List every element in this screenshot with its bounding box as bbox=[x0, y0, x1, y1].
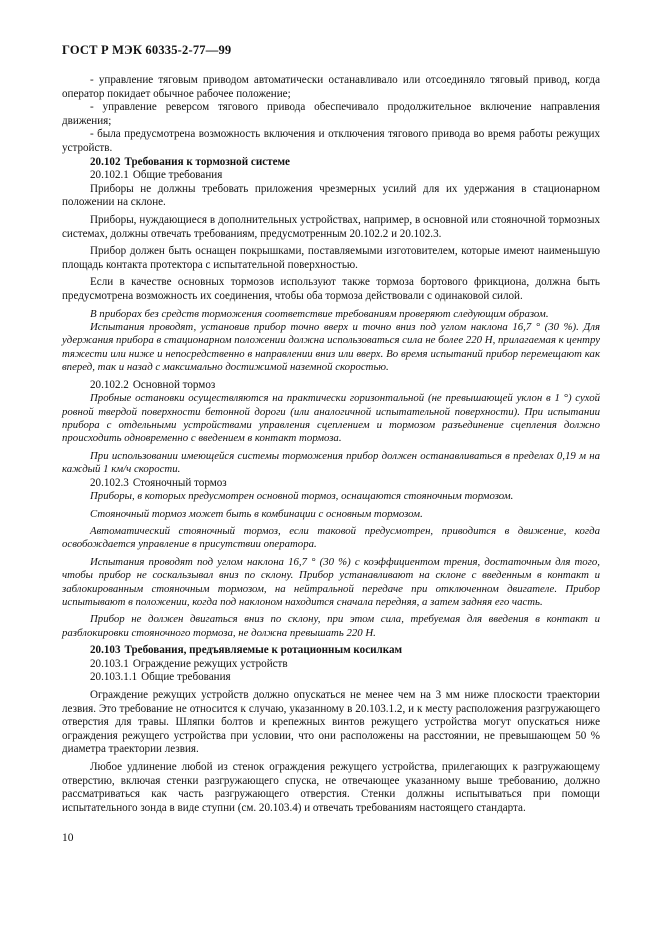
section-heading bbox=[62, 156, 600, 170]
page-number: 10 bbox=[62, 832, 74, 844]
section-title: Основной тормоз bbox=[132, 378, 216, 391]
section-heading bbox=[62, 671, 600, 685]
body-paragraph: Если в качестве основных тормозов используют также тормоза бортового фрикциона, должна быть предусмотрена возможность их соединения, чтобы оба тормоза действовали с одинаковой силой. bbox=[62, 276, 600, 302]
section-heading bbox=[62, 169, 600, 183]
body-paragraph: Любое удлинение любой из стенок ограждения режущего устройства, прилегающих к разгружающему отверстию, включая стенки разгружающего спуска, не отвечающее указанному выше требованию, должно рассматриваться как часть разгружающего отверстия. Стенки должны испытываться при помощи испытательного зонда в виде ступни (см. 20.103.4) и отвечать требованиям настоящего стандарта. bbox=[62, 760, 600, 814]
test-method-paragraph: Испытания проводят под углом наклона 16,7 ° (30 %) с коэффициентом трения, достаточным для того, чтобы прибор не соскальзывал вниз по склону. Прибор устанавливают на склоне с введенным в контакт и заблокированным стояночным тормозом, на нейтральной передаче при отключенном двигателе. Прибор испытывают в положении, когда под наклоном находится сначала передняя, а затем задняя его часть. bbox=[62, 555, 600, 608]
list-item: - была предусмотрена возможность включения и отключения тягового привода во время работы режущих устройств. bbox=[62, 128, 600, 154]
section-number: 20.102.1 bbox=[90, 169, 129, 182]
document-header: ГОСТ Р МЭК 60335-2-77—99 bbox=[62, 43, 232, 57]
test-method-paragraph: Автоматический стояночный тормоз, если таковой предусмотрен, приводится в движение, когда освобождается управление в присутствии оператора. bbox=[62, 524, 600, 551]
section-title: Ограждение режущих устройств bbox=[132, 657, 288, 670]
section-number: 20.103.1.1 bbox=[90, 671, 138, 684]
test-method-paragraph: Приборы, в которых предусмотрен основной тормоз, оснащаются стояночным тормозом. bbox=[90, 490, 514, 503]
body-paragraph: Приборы, нуждающиеся в дополнительных устройствах, например, в основной или стояночной тормозных системах, должны отвечать требованиям, предусмотренным 20.102.2 и 20.102.3. bbox=[62, 213, 600, 240]
test-method-paragraph: Испытания проводят, установив прибор точно вверх и точно вниз под углом наклона 16,7 ° (30 %). Для удержания прибора в стационарном положении должна использоваться сила не более 220 Н, прилагаемая к центру тяжести или ниже и непосредственно в направлении вниз или вверх. Во время испытаний прибор перемещают как вперед, так и назад с максимально достижимой наземной скоростью. bbox=[62, 320, 600, 374]
list-item: - управление реверсом тягового привода обеспечивало продолжительное включение направления движения; bbox=[62, 101, 600, 127]
section-heading bbox=[62, 658, 600, 672]
test-method-paragraph: Стояночный тормоз может быть в комбинации с основным тормозом. bbox=[90, 507, 423, 520]
section-number: 20.102.2 bbox=[90, 378, 129, 391]
section-number: 20.102 bbox=[90, 155, 121, 168]
test-method-paragraph: В приборах без средств торможения соответствие требованиям проверяют следующим образом. bbox=[90, 307, 549, 320]
section-heading bbox=[62, 644, 600, 658]
section-title: Общие требования bbox=[141, 671, 231, 684]
section-title: Стояночный тормоз bbox=[132, 476, 227, 489]
body-paragraph: Приборы не должны требовать приложения чрезмерных усилий для их удержания в стационарном положении на склоне. bbox=[62, 182, 600, 209]
document-body bbox=[62, 74, 600, 815]
list-item: - управление тяговым приводом автоматически останавливало или отсоединяло тяговый привод, когда оператор покидает обычное рабочее положение; bbox=[62, 74, 600, 100]
section-number: 20.103.1 bbox=[90, 657, 129, 670]
section-heading bbox=[62, 379, 600, 393]
test-method-paragraph: Прибор не должен двигаться вниз по склону, при этом сила, требуемая для введения в контакт и разблокировки стояночного тормоза, не должна превышать 220 Н. bbox=[62, 613, 600, 639]
section-heading bbox=[62, 477, 600, 491]
test-method-paragraph: При использовании имеющейся системы торможения прибор должен останавливаться в пределах 0,19 м на каждый 1 км/ч скорости. bbox=[62, 449, 600, 476]
section-number: 20.103 bbox=[90, 644, 121, 657]
body-paragraph: Ограждение режущих устройств должно опускаться не менее чем на 3 мм ниже плоскости траектории лезвия. Это требование не относится к случаю, указанному в 20.103.1.2, и к месту расположения разгружающего отверстия для травы. Шляпки болтов и крепежных винтов режущего устройства могут опускаться ниже ограждения режущего устройства при условии, что они расположены на расстоянии, не превышающем 50 % диаметра траектории лезвия. bbox=[62, 689, 600, 756]
section-title: Общие требования bbox=[132, 169, 223, 182]
test-method-paragraph: Пробные остановки осуществляются на практически горизонтальной (не превышающей уклон в 1 °) сухой ровной твердой поверхности бетонной дороги (или аналогичной испытательной поверхности). При испытании прибора с отдельными устройствами управления сцеплением и тормозом разъединение сцепления должно происходить одновременно с введением в контакт тормоза. bbox=[62, 392, 600, 445]
section-title: Требования, предъявляемые к ротационным косилкам bbox=[124, 644, 403, 657]
section-title: Требования к тормозной системе bbox=[124, 155, 290, 168]
section-number: 20.102.3 bbox=[90, 476, 129, 489]
body-paragraph: Прибор должен быть оснащен покрышками, поставляемыми изготовителем, которые имеют наименьшую площадь контакта протектора с испытательной поверхностью. bbox=[62, 245, 600, 271]
